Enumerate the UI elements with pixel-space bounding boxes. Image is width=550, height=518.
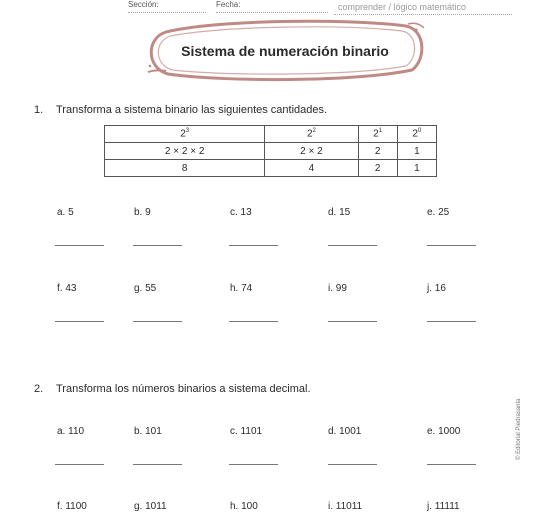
exercise-item: b. 9 (134, 207, 151, 218)
page-title: Sistema de numeración binario (181, 43, 389, 59)
publisher-credit: © Editorial Piedrasanta (516, 398, 522, 460)
table-cell: 8 (105, 160, 265, 177)
exercise-item: g. 55 (134, 283, 157, 294)
answer-line[interactable] (427, 464, 476, 465)
section-label: Sección: (128, 0, 159, 9)
exercise-item: i. 11011 (328, 501, 363, 512)
exercise-item: d. 15 (328, 207, 351, 218)
table-row (105, 126, 437, 143)
skill-line (334, 14, 512, 15)
exercise-item: j. 16 (427, 283, 446, 294)
answer-line[interactable] (229, 321, 278, 322)
exercise-item: i. 99 (328, 283, 347, 294)
question-2-number: 2. (34, 383, 44, 395)
exercise-item: c. 13 (230, 207, 252, 218)
exercise-item: a. 110 (57, 426, 85, 437)
answer-line[interactable] (55, 245, 104, 246)
exercise-item: g. 1011 (134, 501, 167, 512)
table-cell: $2^1$ (358, 126, 397, 143)
date-label: Fecha: (216, 0, 241, 9)
exercise-item: e. 1000 (427, 426, 461, 437)
answer-line[interactable] (133, 464, 182, 465)
answer-line[interactable] (229, 245, 278, 246)
exercise-item: h. 74 (230, 283, 253, 294)
exercise-item: j. 11111 (427, 501, 460, 512)
table-cell: 2 × 2 (265, 143, 358, 160)
question-2-text: Transforma los números binarios a sistema decimal. (56, 383, 311, 395)
table-cell: 1 (397, 143, 436, 160)
answer-line[interactable] (427, 245, 476, 246)
table-cell: $2^3$ (105, 126, 265, 143)
answer-line[interactable] (427, 321, 476, 322)
exercise-item: c. 1101 (230, 426, 263, 437)
answer-line[interactable] (328, 464, 377, 465)
answer-line[interactable] (229, 464, 278, 465)
table-cell: 2 (358, 143, 397, 160)
table-cell: 1 (397, 160, 436, 177)
question-1-text: Transforma a sistema binario las siguientes cantidades. (56, 104, 328, 116)
question-1-number: 1. (34, 104, 44, 116)
table-cell: $2^0$ (397, 126, 436, 143)
exercise-item: f. 43 (57, 283, 77, 294)
powers-table (104, 125, 437, 177)
answer-line[interactable] (328, 321, 377, 322)
table-cell: 2 × 2 × 2 (105, 143, 265, 160)
title-frame (144, 18, 426, 84)
skill-text: comprender / lógico matemático (338, 2, 467, 12)
exercise-item: b. 101 (134, 426, 162, 437)
exercise-item: a. 5 (57, 207, 74, 218)
table-row (105, 143, 437, 160)
exercise-item: f. 1100 (57, 501, 87, 512)
exercise-item: h. 100 (230, 501, 258, 512)
table-cell: $2^2$ (265, 126, 358, 143)
section-line (128, 12, 206, 13)
answer-line[interactable] (133, 321, 182, 322)
table-cell: 2 (358, 160, 397, 177)
answer-line[interactable] (328, 245, 377, 246)
answer-line[interactable] (133, 245, 182, 246)
date-line (216, 12, 328, 13)
answer-line[interactable] (55, 321, 104, 322)
exercise-item: e. 25 (427, 207, 450, 218)
answer-line[interactable] (55, 464, 104, 465)
table-row (105, 160, 437, 177)
table-cell: 4 (265, 160, 358, 177)
exercise-item: d. 1001 (328, 426, 362, 437)
